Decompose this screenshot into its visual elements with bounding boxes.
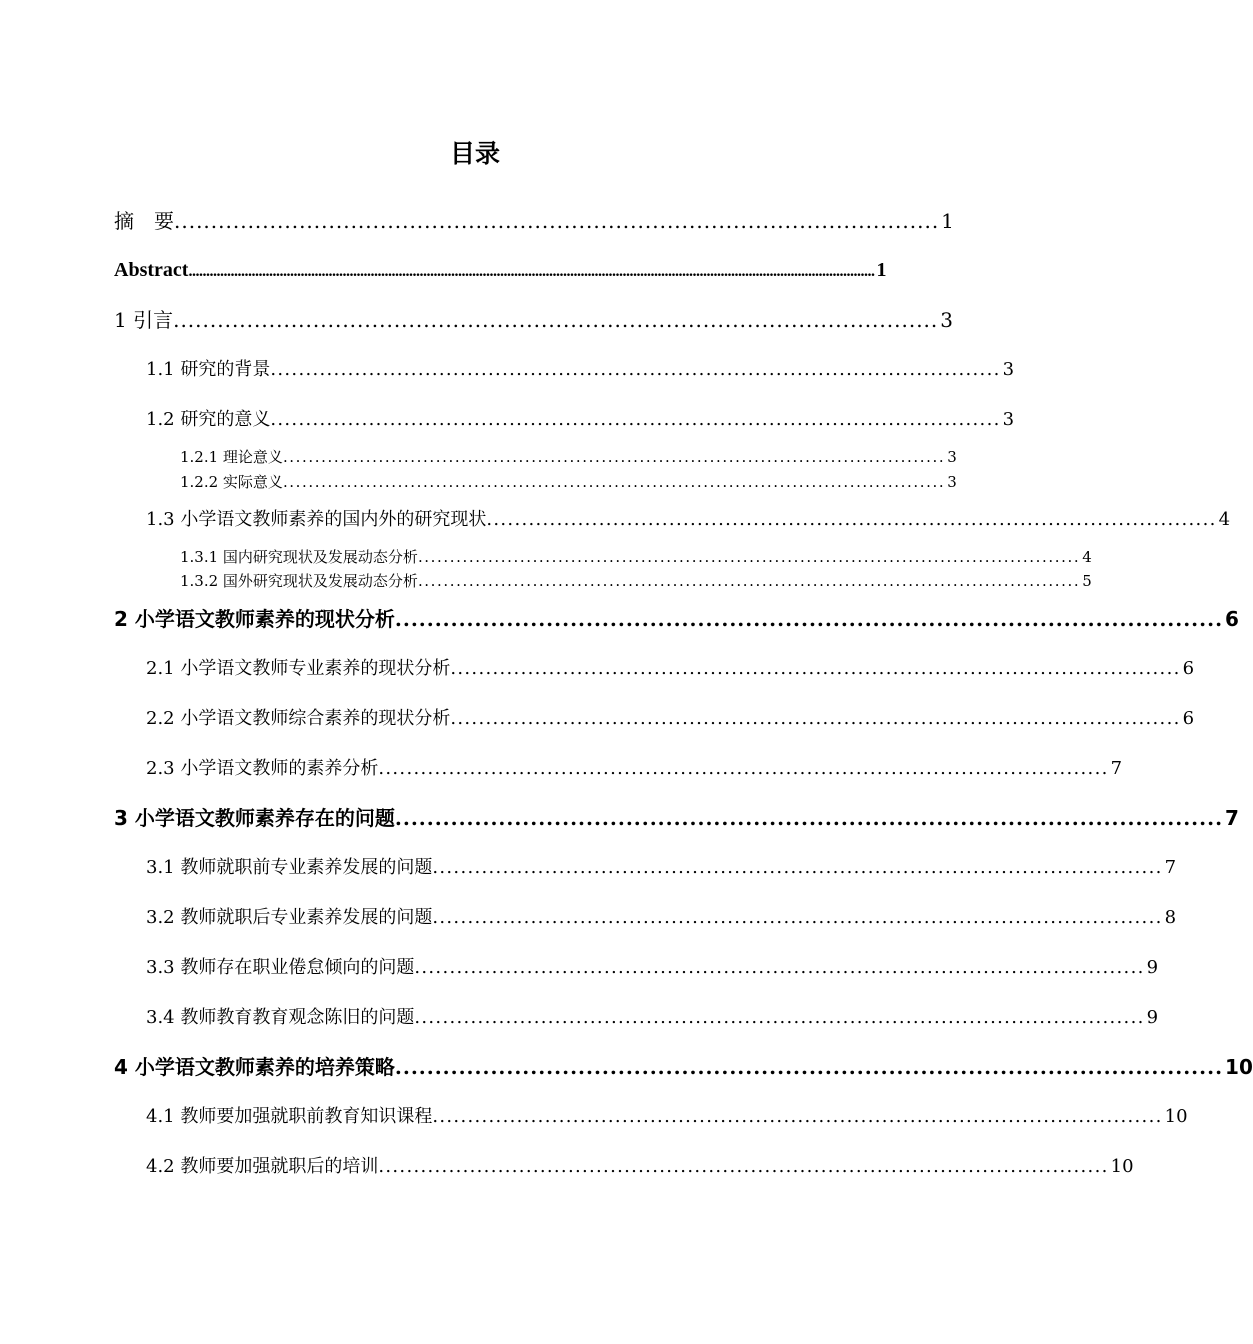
toc-page-number: 10 — [1225, 1055, 1253, 1079]
toc-entry-label: 1 引言 — [114, 308, 174, 332]
leader-dots: ........................................................................................................ — [432, 857, 1163, 878]
leader-dots: ........................................................................................................ — [282, 448, 946, 466]
leader-dots: ........................................................................................................ — [394, 1055, 1224, 1079]
leader-dots: ........................................................................................................ — [270, 359, 1001, 380]
toc-entry-label: 3 小学语文教师素养存在的问题 — [114, 806, 395, 830]
toc-page-number: 8 — [1164, 907, 1177, 928]
toc-page-number: 3 — [947, 473, 957, 491]
toc-entry-abstract-cn[interactable] — [114, 206, 954, 236]
toc-title: 目录 — [449, 139, 500, 168]
toc-entry-4-1[interactable] — [146, 1103, 1188, 1131]
toc-entry-label: 3.2 教师就职后专业素养发展的问题 — [146, 907, 433, 928]
toc-page-number: 7 — [1225, 806, 1239, 830]
toc-entry-chapter-4[interactable] — [114, 1052, 1253, 1082]
toc-entry-label: Abstract — [114, 259, 189, 281]
toc-entry-label: 3.3 教师存在职业倦怠倾向的问题 — [146, 957, 415, 978]
toc-entry-3-4[interactable] — [146, 1004, 1159, 1032]
leader-dots: .................................................................................................................................................................................................... — [188, 263, 875, 280]
toc-page-number: 6 — [1225, 607, 1239, 631]
toc-entry-2-3[interactable] — [146, 755, 1123, 783]
toc-page-number: 6 — [1182, 658, 1195, 679]
toc-page-number: 9 — [1146, 957, 1159, 978]
toc-page-number: 9 — [1146, 1007, 1159, 1028]
toc-entry-label: 1.2.1 理论意义 — [180, 448, 283, 466]
toc-entry-1-2[interactable] — [146, 406, 1015, 434]
toc-page-number: 1 — [876, 259, 887, 281]
toc-entry-chapter-3[interactable] — [114, 803, 1239, 833]
toc-entry-1-2-2[interactable] — [180, 471, 957, 493]
toc-entry-1-3-1[interactable] — [180, 546, 1092, 568]
toc-entry-label: 1.2 研究的意义 — [146, 409, 271, 430]
toc-page-number: 7 — [1164, 857, 1177, 878]
toc-page-number: 3 — [940, 308, 953, 332]
toc-entry-4-2[interactable] — [146, 1153, 1134, 1181]
leader-dots: ........................................................................................................ — [174, 209, 940, 233]
toc-page-number: 6 — [1182, 708, 1195, 729]
toc-page-number: 10 — [1164, 1106, 1188, 1127]
leader-dots: ........................................................................................................ — [450, 658, 1181, 679]
toc-entry-label: 3.1 教师就职前专业素养发展的问题 — [146, 857, 433, 878]
toc-entry-label: 4 小学语文教师素养的培养策略 — [114, 1055, 395, 1079]
toc-entry-label: 摘 要 — [114, 209, 174, 233]
toc-entry-abstract-en[interactable] — [114, 255, 887, 285]
leader-dots: ........................................................................................................ — [432, 907, 1163, 928]
toc-entry-label: 2.2 小学语文教师综合素养的现状分析 — [146, 708, 451, 729]
leader-dots: ........................................................................................................ — [282, 473, 946, 491]
toc-page-number: 3 — [947, 448, 957, 466]
toc-page-number: 4 — [1082, 548, 1092, 566]
toc-entry-label: 1.3 小学语文教师素养的国内外的研究现状 — [146, 509, 487, 530]
toc-page-number: 4 — [1218, 509, 1231, 530]
toc-entry-label: 4.2 教师要加强就职后的培训 — [146, 1156, 379, 1177]
toc-entry-1-2-1[interactable] — [180, 446, 957, 468]
toc-page-number: 3 — [1002, 409, 1015, 430]
toc-page-number: 7 — [1110, 758, 1123, 779]
toc-page-number: 10 — [1110, 1156, 1134, 1177]
leader-dots: ........................................................................................................ — [394, 607, 1224, 631]
toc-entry-2-1[interactable] — [146, 655, 1195, 683]
toc-page-number: 3 — [1002, 359, 1015, 380]
leader-dots: ........................................................................................................ — [378, 758, 1109, 779]
leader-dots: ........................................................................................................ — [486, 509, 1217, 530]
leader-dots: ........................................................................................................ — [173, 308, 939, 332]
leader-dots: ........................................................................................................ — [417, 572, 1081, 590]
toc-page-number: 5 — [1082, 572, 1092, 590]
leader-dots: ........................................................................................................ — [432, 1106, 1163, 1127]
toc-entry-label: 1.3.2 国外研究现状及发展动态分析 — [180, 572, 418, 590]
leader-dots: ........................................................................................................ — [414, 1007, 1145, 1028]
leader-dots: ........................................................................................................ — [378, 1156, 1109, 1177]
toc-entry-label: 1.1 研究的背景 — [146, 359, 271, 380]
toc-entry-label: 2 小学语文教师素养的现状分析 — [114, 607, 395, 631]
leader-dots: ........................................................................................................ — [270, 409, 1001, 430]
leader-dots: ........................................................................................................ — [450, 708, 1181, 729]
toc-entry-chapter-1[interactable] — [114, 305, 953, 335]
toc-entry-3-1[interactable] — [146, 854, 1177, 882]
toc-entry-label: 1.2.2 实际意义 — [180, 473, 283, 491]
toc-entry-label: 4.1 教师要加强就职前教育知识课程 — [146, 1106, 433, 1127]
leader-dots: ........................................................................................................ — [394, 806, 1224, 830]
toc-entry-1-1[interactable] — [146, 356, 1015, 384]
toc-entry-chapter-2[interactable] — [114, 604, 1239, 634]
toc-page-number: 1 — [941, 209, 954, 233]
toc-entry-1-3[interactable] — [146, 506, 1231, 534]
toc-entry-label: 1.3.1 国内研究现状及发展动态分析 — [180, 548, 418, 566]
toc-entry-3-2[interactable] — [146, 904, 1177, 932]
toc-entry-label: 2.3 小学语文教师的素养分析 — [146, 758, 379, 779]
toc-entry-3-3[interactable] — [146, 954, 1159, 982]
toc-entry-2-2[interactable] — [146, 705, 1195, 733]
toc-entry-1-3-2[interactable] — [180, 570, 1092, 592]
leader-dots: ........................................................................................................ — [417, 548, 1081, 566]
leader-dots: ........................................................................................................ — [414, 957, 1145, 978]
toc-entry-label: 3.4 教师教育教育观念陈旧的问题 — [146, 1007, 415, 1028]
toc-entry-label: 2.1 小学语文教师专业素养的现状分析 — [146, 658, 451, 679]
